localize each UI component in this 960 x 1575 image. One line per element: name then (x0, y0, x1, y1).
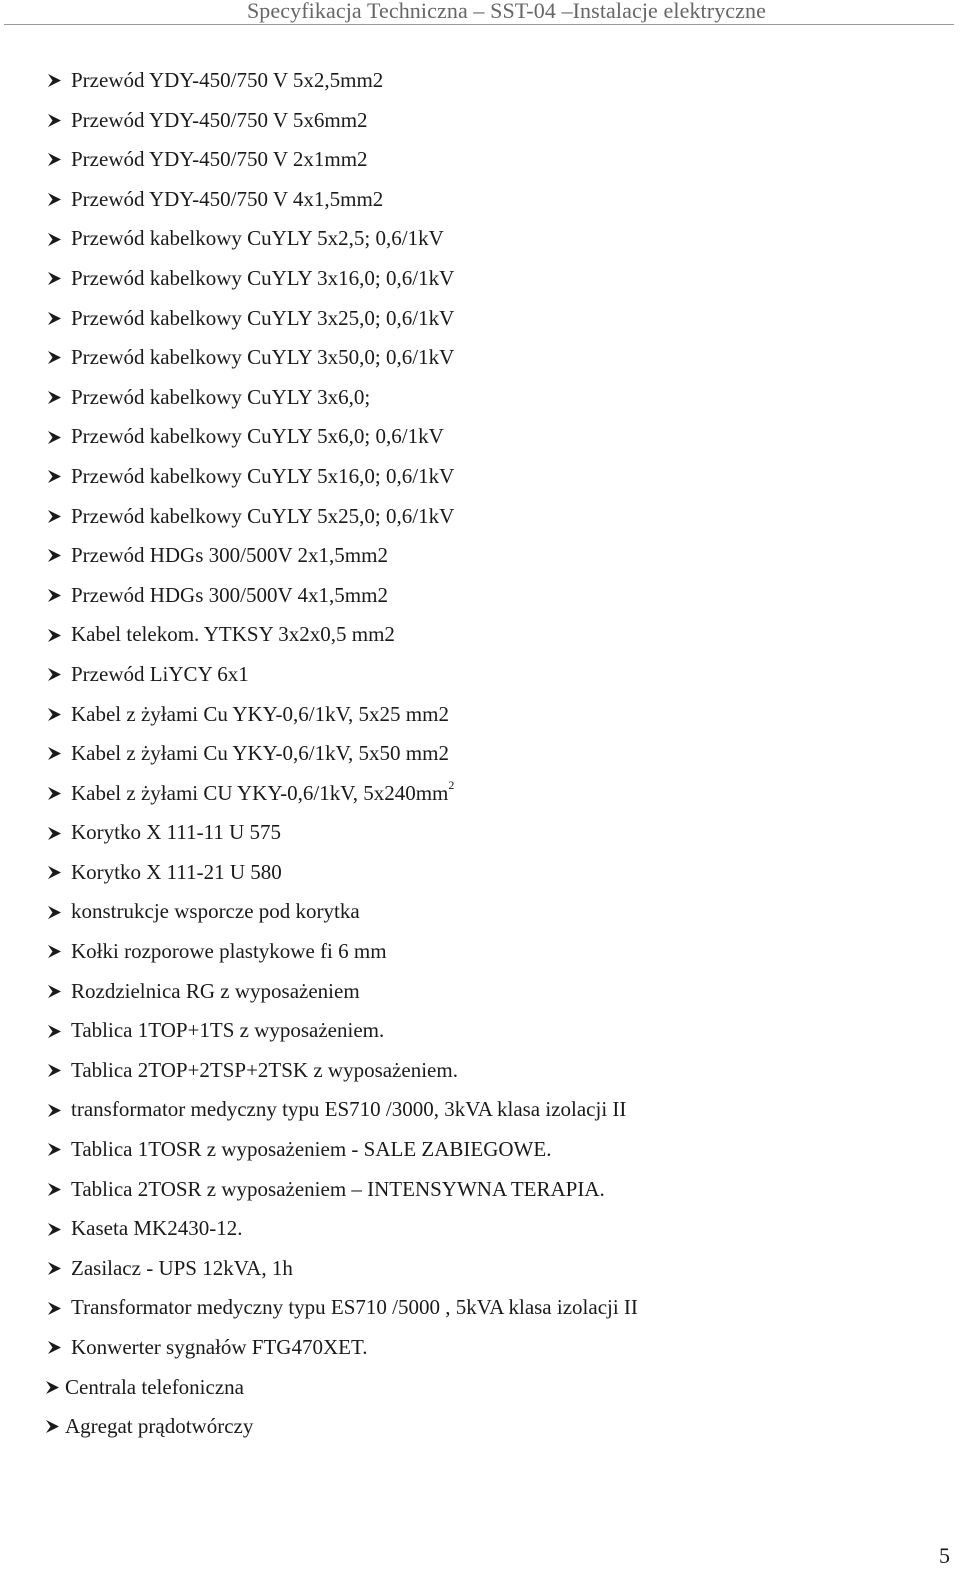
list-item-label (71, 695, 449, 735)
list-item-label (71, 259, 454, 299)
list-item (0, 536, 960, 576)
list-item-label (71, 853, 282, 893)
arrowhead-bullet-icon (47, 1011, 63, 1051)
list-item-label (65, 1407, 253, 1447)
list-item-text: Zasilacz - UPS 12kVA, 1h (71, 1255, 293, 1280)
list-item (0, 734, 960, 774)
list-item-text: Rozdzielnica RG z wyposażeniem (71, 978, 360, 1003)
list-item-label (71, 417, 444, 457)
list-item (0, 853, 960, 893)
list-item-label (71, 497, 454, 537)
arrowhead-bullet-icon (47, 655, 63, 695)
list-item-text: Kabel z żyłami Cu YKY-0,6/1kV, 5x50 mm2 (71, 741, 449, 766)
document-title: Specyfikacja Techniczna – SST-04 –Instalacje elektryczne (246, 0, 766, 23)
list-item-label (71, 1328, 367, 1368)
list-item-label (71, 61, 383, 101)
list-item (0, 1209, 960, 1249)
arrowhead-bullet-icon (47, 932, 63, 972)
list-item (0, 1288, 960, 1328)
list-item-label (71, 655, 249, 695)
list-item (0, 1051, 960, 1091)
list-item-label (71, 932, 387, 972)
list-item-text: Korytko X 111-11 U 575 (71, 820, 281, 845)
list-item (0, 457, 960, 497)
arrowhead-bullet-icon (47, 1051, 63, 1091)
arrowhead-bullet-icon (47, 892, 63, 932)
list-item (0, 259, 960, 299)
list-item-text: Przewód YDY-450/750 V 4x1,5mm2 (71, 186, 384, 211)
list-item (0, 1011, 960, 1051)
list-item (0, 140, 960, 180)
list-item-label (71, 1209, 242, 1249)
list-item (0, 1090, 960, 1130)
arrowhead-bullet-icon (47, 813, 63, 853)
superscript: 2 (448, 777, 455, 792)
list-item (0, 774, 960, 814)
list-item-text: Przewód HDGs 300/500V 4x1,5mm2 (71, 582, 388, 607)
list-item-text: Tablica 2TOP+2TSP+2TSK z wyposażeniem. (71, 1057, 458, 1082)
arrowhead-bullet-icon (47, 378, 63, 418)
list-item-text: Przewód kabelkowy CuYLY 3x16,0; 0,6/1kV (71, 265, 455, 290)
list-item-label (71, 219, 444, 259)
list-item (0, 655, 960, 695)
page-header (0, 0, 960, 26)
list-item-label (65, 1368, 244, 1408)
list-item (0, 813, 960, 853)
list-item (0, 299, 960, 339)
list-item-text: Kołki rozporowe plastykowe fi 6 mm (71, 939, 387, 964)
arrowhead-bullet-icon (47, 1288, 63, 1328)
list-item-text: Tablica 1TOP+1TS z wyposażeniem. (71, 1018, 385, 1043)
list-item-text: transformator medyczny typu ES710 /3000, 3kVA klasa izolacji II (71, 1097, 627, 1122)
arrowhead-bullet-icon (47, 1130, 63, 1170)
list-item-label (71, 972, 360, 1012)
arrowhead-bullet-icon (47, 1328, 63, 1368)
arrowhead-bullet-icon (47, 219, 63, 259)
page-number: 5 (939, 1543, 950, 1568)
list-item-text: Przewód kabelkowy CuYLY 3x6,0; (71, 384, 371, 409)
arrowhead-bullet-icon (47, 774, 63, 814)
arrowhead-bullet-icon (47, 536, 63, 576)
list-item-label (71, 774, 454, 814)
list-item (0, 615, 960, 655)
list-item-text: Przewód kabelkowy CuYLY 5x25,0; 0,6/1kV (71, 503, 455, 528)
arrowhead-bullet-icon (47, 695, 63, 735)
list-item-label (71, 615, 395, 655)
list-item (0, 932, 960, 972)
arrowhead-bullet-icon (47, 853, 63, 893)
list-item (0, 972, 960, 1012)
arrowhead-bullet-icon (45, 1368, 61, 1408)
arrowhead-bullet-icon (47, 101, 63, 141)
list-item (0, 1368, 960, 1408)
list-item-text: Kabel z żyłami Cu YKY-0,6/1kV, 5x25 mm2 (71, 701, 449, 726)
list-item (0, 101, 960, 141)
list-item (0, 497, 960, 537)
arrowhead-bullet-icon (45, 1407, 61, 1447)
list-item-label (71, 378, 370, 418)
list-item-text: Kabel telekom. YTKSY 3x2x0,5 mm2 (71, 622, 395, 647)
arrowhead-bullet-icon (47, 61, 63, 101)
list-item (0, 180, 960, 220)
list-item-text: Przewód kabelkowy CuYLY 3x50,0; 0,6/1kV (71, 345, 455, 370)
arrowhead-bullet-icon (47, 497, 63, 537)
list-item-text: Tablica 1TOSR z wyposażeniem - SALE ZABIEGOWE. (71, 1137, 552, 1162)
arrowhead-bullet-icon (47, 259, 63, 299)
list-item (0, 576, 960, 616)
list-item (0, 219, 960, 259)
list-item-text: Kabel z żyłami CU YKY-0,6/1kV, 5x240mm (71, 780, 449, 805)
list-item-label (71, 1051, 458, 1091)
list-item-label (71, 1130, 551, 1170)
arrowhead-bullet-icon (47, 576, 63, 616)
arrowhead-bullet-icon (47, 734, 63, 774)
arrowhead-bullet-icon (47, 1090, 63, 1130)
header-divider (4, 24, 954, 25)
list-item-label (71, 813, 281, 853)
list-item-text: Przewód kabelkowy CuYLY 5x6,0; 0,6/1kV (71, 424, 444, 449)
list-item-text: Przewód LiYCY 6x1 (71, 661, 249, 686)
list-item (0, 338, 960, 378)
list-item-label (71, 1170, 605, 1210)
list-item (0, 417, 960, 457)
list-item-text: Przewód YDY-450/750 V 5x2,5mm2 (71, 68, 384, 92)
list-item-label (71, 1288, 638, 1328)
list-item (0, 1130, 960, 1170)
list-item (0, 61, 960, 101)
list-item-label (71, 1090, 626, 1130)
arrowhead-bullet-icon (47, 615, 63, 655)
list-item-text: Kaseta MK2430-12. (71, 1216, 243, 1241)
materials-list (0, 61, 960, 1447)
list-item-text: Tablica 2TOSR z wyposażeniem – INTENSYWNA TERAPIA. (71, 1176, 605, 1201)
list-item (0, 1249, 960, 1289)
list-item-label (71, 338, 454, 378)
list-item-text: Agregat prądotwórczy (65, 1414, 254, 1439)
list-item-text: Przewód kabelkowy CuYLY 3x25,0; 0,6/1kV (71, 305, 455, 330)
list-item-text: Centrala telefoniczna (65, 1374, 244, 1399)
list-item (0, 1328, 960, 1368)
arrowhead-bullet-icon (47, 180, 63, 220)
list-item-text: Przewód HDGs 300/500V 2x1,5mm2 (71, 543, 388, 568)
list-item-label (71, 734, 449, 774)
list-item-label (71, 892, 360, 932)
arrowhead-bullet-icon (47, 1209, 63, 1249)
list-item-text: konstrukcje wsporcze pod korytka (71, 899, 360, 924)
list-item-text: Przewód YDY-450/750 V 2x1mm2 (71, 147, 368, 172)
arrowhead-bullet-icon (47, 457, 63, 497)
arrowhead-bullet-icon (47, 338, 63, 378)
list-item (0, 1407, 960, 1447)
list-item (0, 892, 960, 932)
arrowhead-bullet-icon (47, 299, 63, 339)
list-item-text: Korytko X 111-21 U 580 (71, 859, 282, 884)
list-item-text: Przewód YDY-450/750 V 5x6mm2 (71, 107, 368, 132)
list-item-text: Transformator medyczny typu ES710 /5000 , 5kVA klasa izolacji II (71, 1295, 638, 1320)
list-item-label (71, 457, 454, 497)
list-item-text: Przewód kabelkowy CuYLY 5x16,0; 0,6/1kV (71, 463, 455, 488)
list-item-label (71, 180, 383, 220)
list-item (0, 695, 960, 735)
list-item-label (71, 299, 454, 339)
arrowhead-bullet-icon (47, 1249, 63, 1289)
list-item-label (71, 1249, 293, 1289)
list-item (0, 378, 960, 418)
list-item-label (71, 536, 388, 576)
arrowhead-bullet-icon (47, 140, 63, 180)
arrowhead-bullet-icon (47, 972, 63, 1012)
list-item-label (71, 140, 368, 180)
list-item-text: Przewód kabelkowy CuYLY 5x2,5; 0,6/1kV (71, 226, 444, 251)
list-item-text: Konwerter sygnałów FTG470XET. (71, 1335, 368, 1359)
arrowhead-bullet-icon (47, 1170, 63, 1210)
list-item-label (71, 101, 368, 141)
arrowhead-bullet-icon (47, 417, 63, 457)
list-item (0, 1170, 960, 1210)
list-item-label (71, 1011, 384, 1051)
list-item-label (71, 576, 388, 616)
